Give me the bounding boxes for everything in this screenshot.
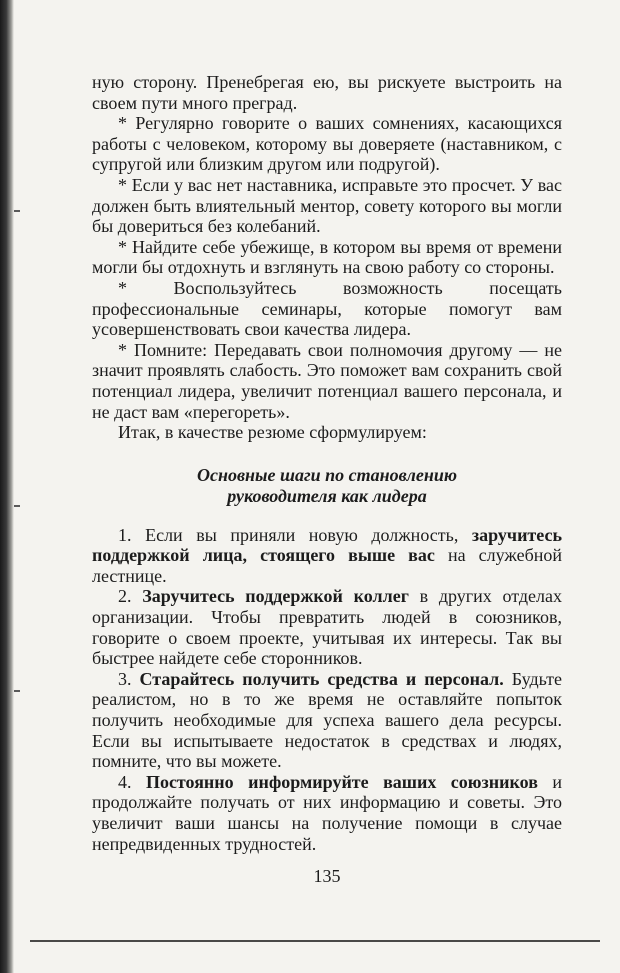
step-item	[92, 669, 562, 772]
section-heading-line: Основные шаги по становлению	[196, 464, 458, 485]
section-heading-line: руководителя как лидера	[227, 485, 427, 506]
paragraph-bullet: * Воспользуйтесь возможность посещать профессиональные семинары, которые помогут вам усовершенствовать свои качества лидера.	[92, 277, 562, 340]
step-item	[92, 525, 562, 587]
paragraph-bullet: * Регулярно говорите о ваших сомнениях, касающихся работы с человеком, которому вы доверяете (наставником, с супругой или близким другом или подругой).	[92, 113, 562, 175]
book-spine-shadow	[0, 0, 14, 973]
paragraph-continuation: ную сторону. Пренебрегая ею, вы рискуете выстроить на своем пути много преград.	[92, 72, 562, 113]
step-text: 2.	[118, 586, 143, 607]
step-text: 1. Если вы приняли новую должность,	[118, 524, 472, 545]
paragraph-bullet: * Если у вас нет наставника, исправьте это просчет. У вас должен быть влиятельный ментор, совету которого вы могли бы довериться без колебаний.	[92, 174, 562, 237]
step-item	[92, 586, 562, 668]
page-number: 135	[313, 866, 341, 886]
paragraph-bullet: * Найдите себе убежище, в котором вы время от времени могли бы отдохнуть и взглянуть на свою работу со стороны.	[92, 236, 562, 278]
scan-speck	[14, 505, 20, 507]
page-bottom-edge	[30, 940, 600, 942]
step-emphasis: заручитесь поддержкой лица, стоящего выше вас	[92, 524, 562, 566]
step-emphasis: Постоянно информируйте ваших союзников	[145, 771, 538, 792]
paragraph-summary-intro: Итак, в качестве резюме сформулируем:	[118, 422, 427, 443]
step-emphasis: Старайтесь получить средства и персонал.	[139, 668, 504, 689]
scan-speck	[14, 210, 20, 212]
step-text: 4.	[118, 771, 146, 792]
step-text: в других отделах организации. Чтобы превратить людей в союзников, говорите о своем проекте, учитывая их интересы. Так вы быстрее найдете себе сторонников.	[92, 586, 562, 669]
step-text: 3.	[118, 668, 140, 689]
scan-speck	[14, 690, 20, 692]
step-text: и продолжайте получать от них информацию и советы. Это увеличит ваши шансы на получение помощи в случае непредвиденных трудностей.	[92, 771, 562, 854]
page-body	[92, 72, 562, 854]
section-heading	[92, 465, 562, 507]
step-emphasis: Заручитесь поддержкой коллег	[142, 586, 409, 607]
step-text: на служебной лестнице.	[92, 545, 563, 586]
step-item	[92, 772, 562, 854]
step-text: Будьте реалистом, но в то же время не оставляйте попыток получить необходимые для успеха вашего дела ресурсы. Если вы испытываете недостаток в средствах и людях, помните, что вы можете.	[92, 668, 563, 772]
paragraph-bullet: * Помните: Передавать свои полномочия другому — не значит проявлять слабость. Это поможет вам сохранить свой потенциал лидера, увеличит потенциал вашего персонала, и не даст вам «перегореть».	[92, 339, 562, 422]
